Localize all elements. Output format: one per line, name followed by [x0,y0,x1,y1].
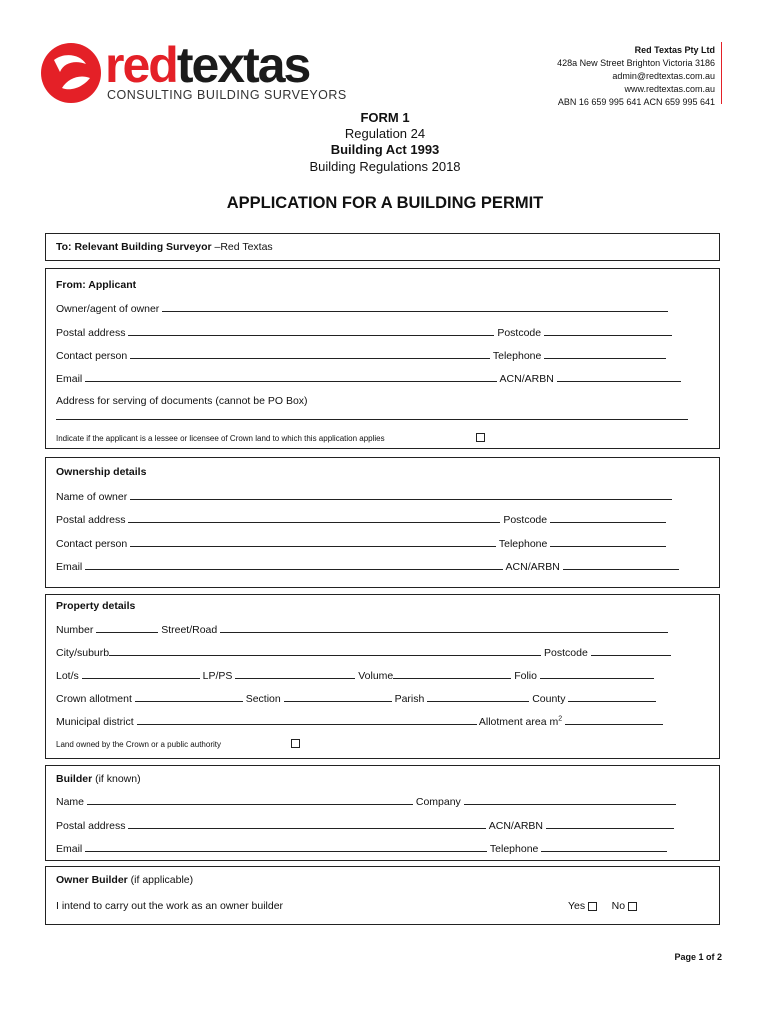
county-field[interactable] [568,692,656,702]
to-line [56,241,273,253]
applicant-postcode-label: Postcode [497,327,542,339]
owner-acn-field[interactable] [563,560,679,570]
builder-postal-row [56,819,674,832]
to-label: To: Relevant Building Surveyor [56,241,212,253]
owner-postcode-field[interactable] [550,513,666,523]
street-label: Street/Road [161,624,218,636]
ownership-section [45,457,720,588]
crown-allotment-row [56,692,656,705]
owner-contact-row [56,537,666,550]
property-section [45,594,720,759]
municipal-field[interactable] [137,715,477,725]
builder-heading-note: (if known) [92,773,141,785]
builder-telephone-label: Telephone [489,843,539,855]
owner-email-field[interactable] [85,560,503,570]
applicant-email-label: Email [56,373,83,385]
property-postcode-label: Postcode [544,647,588,659]
allotment-area-field[interactable] [565,715,663,725]
lot-row [56,669,654,682]
lot-field[interactable] [82,669,200,679]
builder-company-field[interactable] [464,795,676,805]
owner-acn-label: ACN/ARBN [505,561,560,573]
applicant-postal-label: Postal address [56,327,126,339]
builder-company-label: Company [415,796,461,808]
company-website: www.redtextas.com.au [624,84,715,94]
applicant-section [45,268,720,449]
number-field[interactable] [96,623,158,633]
applicant-postcode-field[interactable] [544,326,672,336]
builder-postal-field[interactable] [128,819,486,829]
form-regulation: Regulation 24 [344,126,426,141]
street-field[interactable] [220,623,668,633]
owner-name-field[interactable] [130,490,672,500]
applicant-contact-label: Contact person [56,350,128,362]
no-label: No [611,900,626,912]
volume-field[interactable] [393,669,511,679]
folio-label: Folio [514,670,537,682]
owner-agent-label: Owner/agent of owner [56,303,160,315]
applicant-contact-row [56,349,666,362]
section-label: Section [245,693,281,705]
folio-field[interactable] [540,669,654,679]
applicant-acn-label: ACN/ARBN [499,373,554,385]
crown-land-checkbox[interactable] [291,739,300,748]
company-email: admin@redtextas.com.au [612,71,715,81]
lpps-field[interactable] [235,669,355,679]
owner-postal-field[interactable] [128,513,500,523]
lot-label: Lot/s [56,670,79,682]
page-number: Page 1 of 2 [674,952,722,962]
builder-heading: Builder [56,773,93,785]
logo-red-text: red [105,37,177,93]
yes-checkbox[interactable] [588,902,597,911]
property-heading: Property details [56,600,136,612]
service-address-field[interactable] [56,419,688,420]
applicant-telephone-label: Telephone [492,350,542,362]
municipal-label: Municipal district [56,716,134,728]
applicant-heading: From: Applicant [56,279,137,291]
allotment-area-label: Allotment area m [478,716,559,728]
builder-email-field[interactable] [85,842,487,852]
red-textas-logo-icon [40,42,102,104]
builder-telephone-field[interactable] [541,842,667,852]
owner-email-row [56,560,679,573]
crown-lessee-label: Indicate if the applicant is a lessee or licensee of Crown land to which this application applies [56,434,385,443]
owner-contact-label: Contact person [56,538,128,550]
crown-allotment-field[interactable] [135,692,243,702]
parish-label: Parish [394,693,425,705]
crown-lessee-checkbox[interactable] [476,433,485,442]
owner-name-row [56,490,672,503]
owner-telephone-field[interactable] [550,537,666,547]
owner-builder-heading-note: (if applicable) [127,874,194,886]
parish-field[interactable] [427,692,529,702]
builder-name-label: Name [56,796,85,808]
owner-builder-heading: Owner Builder [56,874,128,886]
owner-contact-field[interactable] [130,537,496,547]
logo-wordmark [105,37,310,93]
yes-label: Yes [568,900,586,912]
form-act: Building Act 1993 [330,142,440,157]
service-address-label: Address for serving of documents (cannot be PO Box) [56,395,308,407]
logo-subtitle: CONSULTING BUILDING SURVEYORS [107,88,347,102]
owner-telephone-label: Telephone [498,538,548,550]
section-field[interactable] [284,692,392,702]
page-title: APPLICATION FOR A BUILDING PERMIT [226,194,544,212]
builder-email-row [56,842,667,855]
applicant-postal-field[interactable] [128,326,494,336]
applicant-telephone-field[interactable] [544,349,666,359]
owner-agent-field[interactable] [162,302,668,312]
owner-postal-label: Postal address [56,514,126,526]
number-label: Number [56,624,94,636]
owner-builder-heading-row [56,874,193,886]
owner-name-label: Name of owner [56,491,128,503]
builder-acn-field[interactable] [546,819,674,829]
city-field[interactable] [109,646,541,656]
company-abn: ABN 16 659 995 641 ACN 659 995 641 [557,97,715,107]
builder-acn-label: ACN/ARBN [488,820,543,832]
crown-land-label: Land owned by the Crown or a public authority [56,740,221,749]
owner-email-label: Email [56,561,83,573]
owner-builder-section [45,866,720,925]
lpps-label: LP/PS [202,670,233,682]
owner-postcode-label: Postcode [503,514,548,526]
county-label: County [532,693,566,705]
owner-postal-row [56,513,666,526]
owner-builder-options [568,900,637,912]
address-number-row [56,623,668,636]
form-regulations: Building Regulations 2018 [309,159,461,174]
volume-label: Volume [358,670,394,682]
builder-name-row [56,795,676,808]
property-postcode-field[interactable] [591,646,671,656]
applicant-acn-field[interactable] [557,372,681,382]
form-number: FORM 1 [360,110,410,125]
ownership-heading: Ownership details [56,466,147,478]
municipal-row [56,715,663,728]
applicant-postal-row [56,326,672,339]
applicant-contact-field[interactable] [130,349,490,359]
owner-agent-row [56,302,668,315]
applicant-email-row [56,372,681,385]
crown-allotment-label: Crown allotment [56,693,132,705]
allotment-area-superscript: 2 [558,715,563,723]
logo-dark-text: textas [176,37,310,93]
owner-builder-statement: I intend to carry out the work as an owner builder [56,900,284,912]
company-address: 428a New Street Brighton Victoria 3186 [557,58,715,68]
applicant-email-field[interactable] [85,372,497,382]
city-label: City/suburb [56,647,110,659]
crown-lessee-row [56,434,385,443]
to-section [45,233,720,261]
to-value: –Red Textas [211,241,273,253]
company-name: Red Textas Pty Ltd [634,45,715,55]
builder-section [45,765,720,861]
builder-name-field[interactable] [87,795,413,805]
builder-postal-label: Postal address [56,820,126,832]
no-checkbox[interactable] [628,902,637,911]
builder-heading-row [56,773,141,785]
builder-email-label: Email [56,843,83,855]
company-details [557,44,715,109]
city-row [56,646,671,659]
header-divider [721,42,722,104]
